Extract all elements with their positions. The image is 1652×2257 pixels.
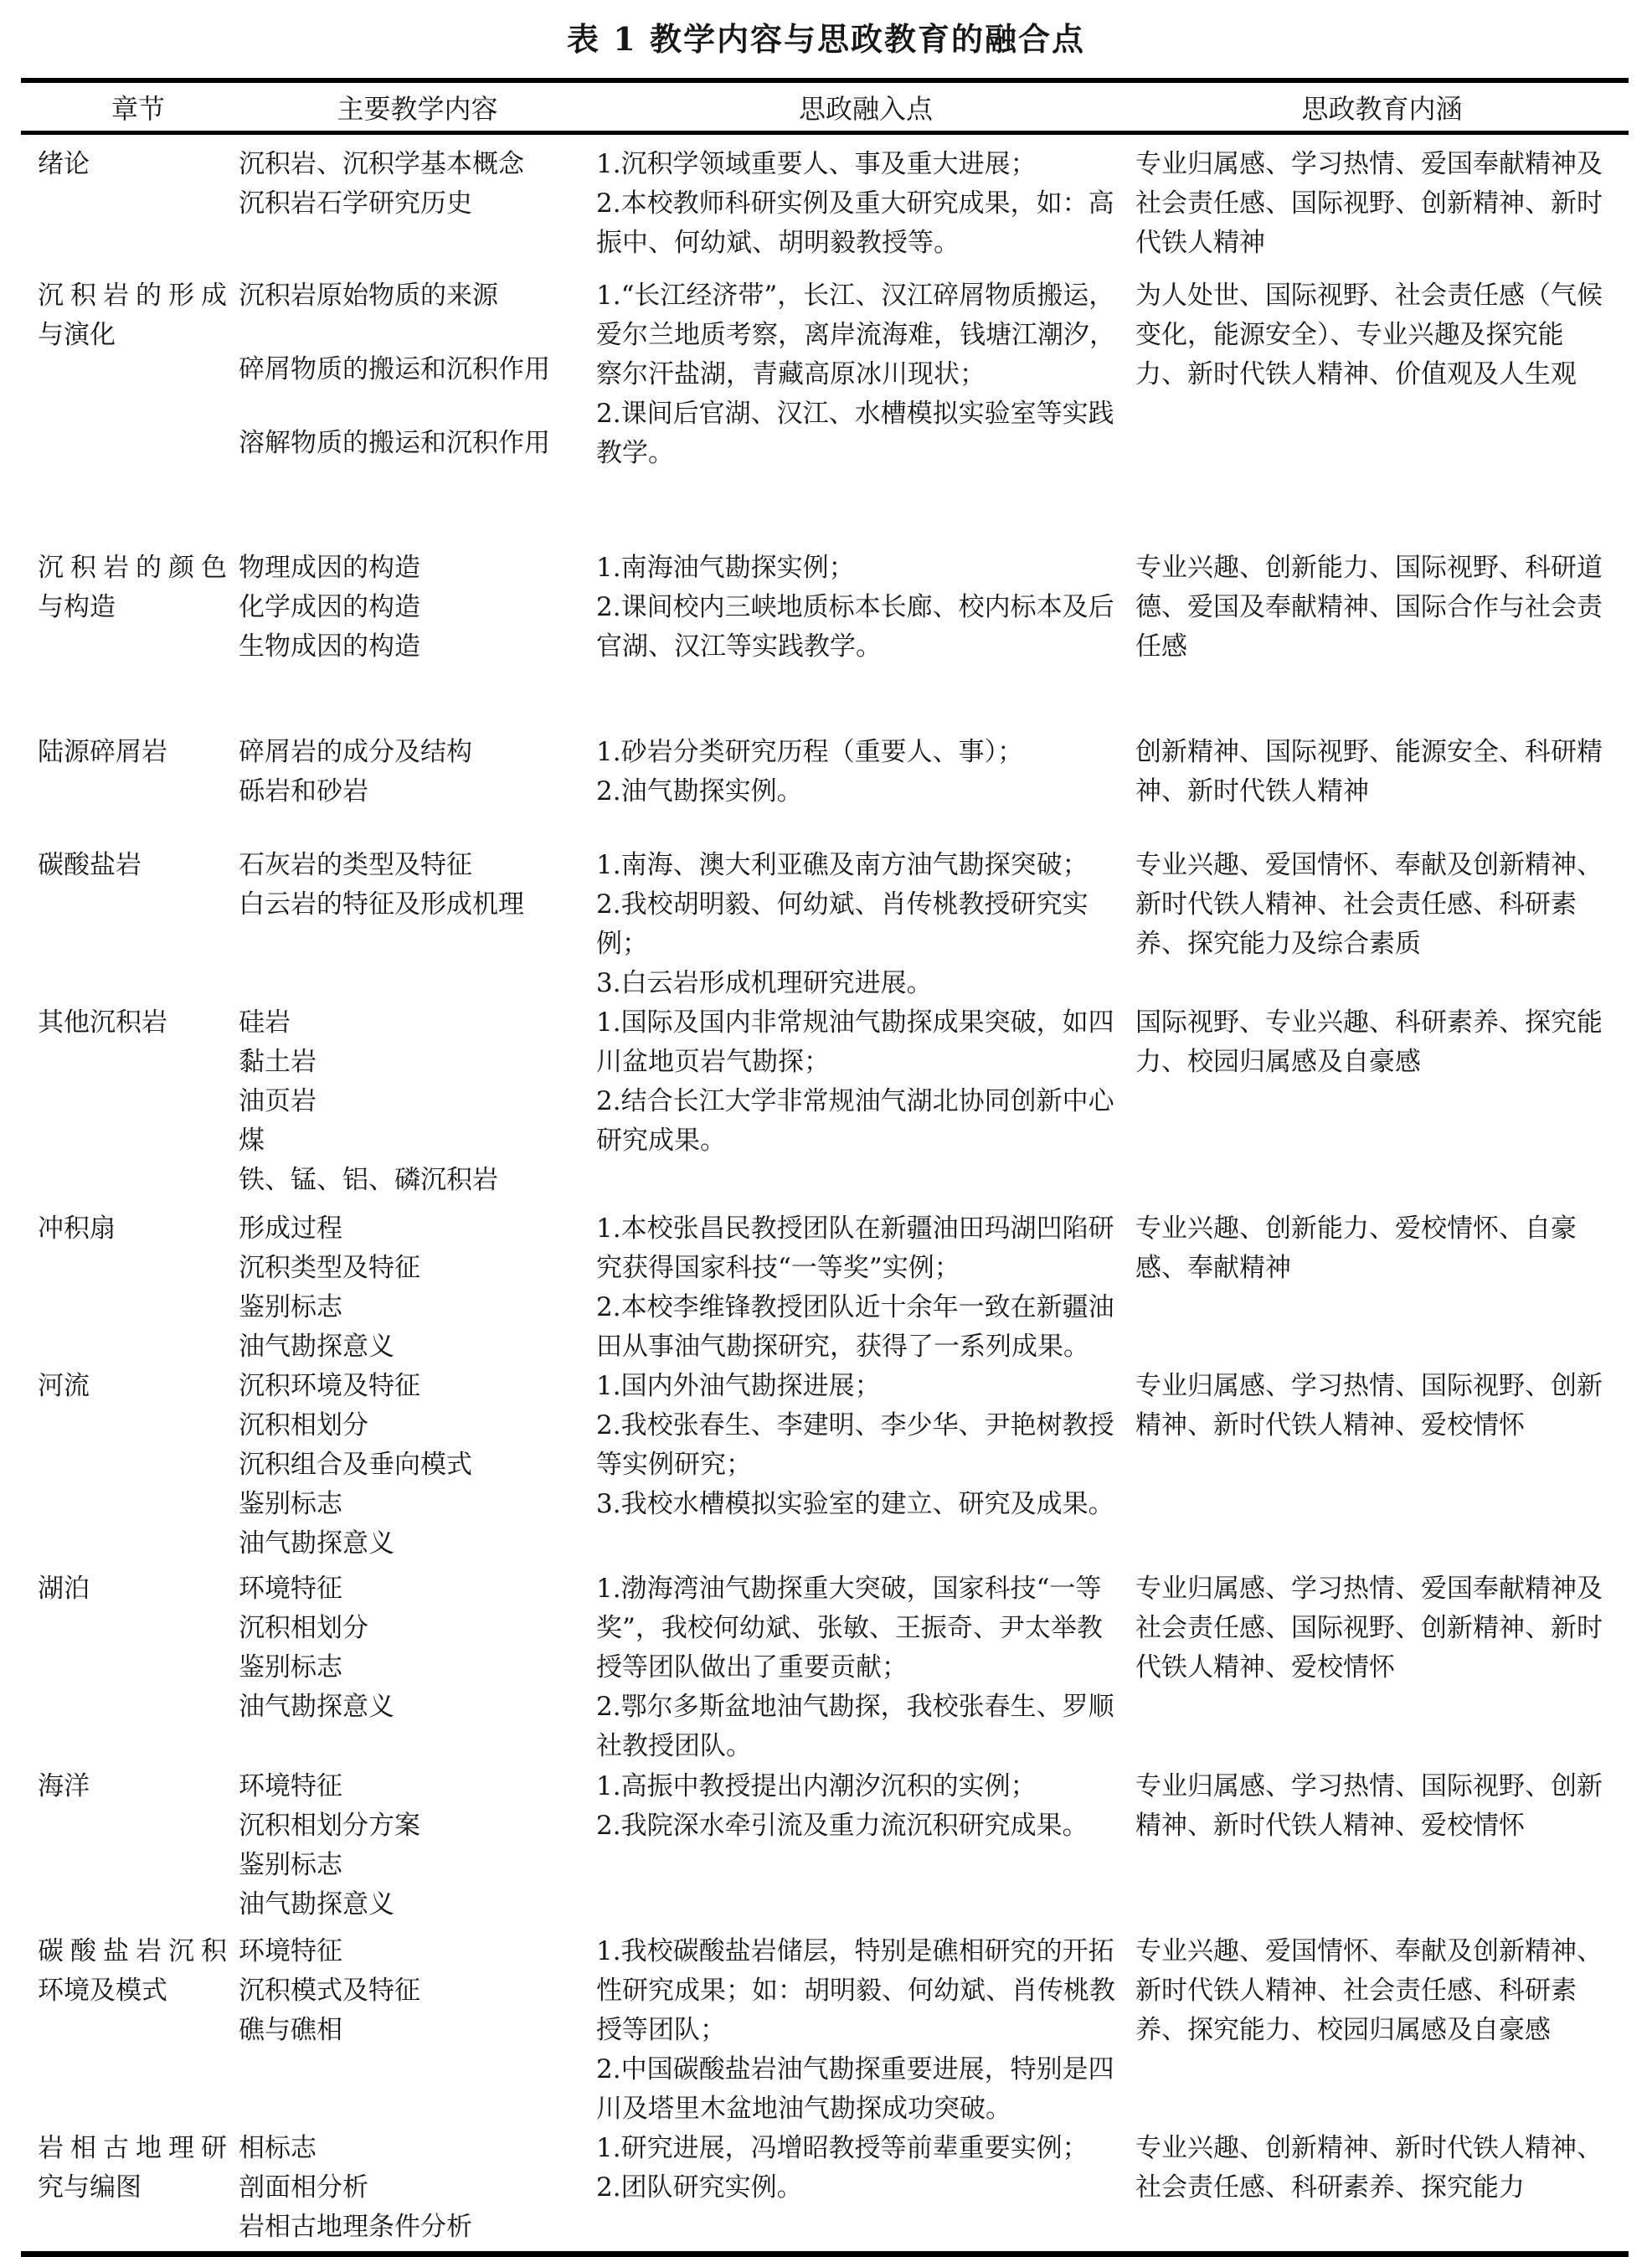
teaching-content-cell: [239, 1569, 596, 1767]
connotation-cell: [1135, 1003, 1629, 1209]
text-line: 专业兴趣、爱国情怀、奉献及创新精神、新时代铁人精神、社会责任感、科研素养、探究能力、校园归属感及自豪感: [1135, 1936, 1603, 2045]
table-row: [21, 846, 1629, 1003]
text-line: 1.国内外油气勘探进展；: [596, 1371, 881, 1401]
chapter-cell: [38, 1932, 239, 2129]
text-line: 2.我校张春生、李建明、李少华、尹艳树教授等实例研究；: [596, 1410, 1114, 1480]
text-line: 2.我院深水牵引流及重力流沉积研究成果。: [596, 1811, 1088, 1841]
text-line: 1.我校碳酸盐岩储层，特别是礁相研究的开拓性研究成果；如：胡明毅、何幼斌、肖传桃教授等团队；: [596, 1936, 1115, 2045]
column-header-integration-points: 思政融入点: [798, 92, 933, 125]
table-row: [21, 145, 1629, 276]
connotation-cell: [1135, 276, 1629, 549]
text-line: 2.本校教师科研实例及重大研究成果，如：高振中、何幼斌、胡明毅教授等。: [596, 188, 1114, 258]
text-line: 1.“长江经济带”，长江、汉江碎屑物质搬运，爱尔兰地质考察，离岸流海难，钱塘江潮汐，察尔汗盐湖，青藏高原冰川现状；: [596, 281, 1115, 389]
text-line: 创新精神、国际视野、能源安全、科研精神、新时代铁人精神: [1135, 737, 1603, 806]
column-header-chapter: 章节: [111, 92, 165, 125]
text-line: 沉积相划分: [239, 1613, 368, 1643]
text-line: 环境特征: [239, 1771, 342, 1801]
text-line: 环境特征: [239, 1574, 342, 1604]
chapter-cell: [38, 1209, 239, 1367]
text-line: 3.我校水槽模拟实验室的建立、研究及成果。: [596, 1489, 1114, 1519]
integration-points-cell: [596, 1209, 1135, 1367]
text-line: 沉积岩的形成: [38, 281, 227, 311]
text-line: 砾岩和砂岩: [239, 776, 368, 806]
text-line: 油气勘探意义: [239, 1528, 394, 1559]
text-line: 1.研究进展，冯增昭教授等前辈重要实例；: [596, 2133, 1088, 2163]
teaching-content-cell: [239, 2129, 596, 2248]
text-line: 专业兴趣、创新能力、爱校情怀、自豪感、奉献精神: [1135, 1214, 1577, 1283]
text-line: 碳酸盐岩: [38, 850, 142, 880]
text-line: 油气勘探意义: [239, 1889, 394, 1919]
text-line: 硅岩: [239, 1007, 291, 1038]
text-line: 2.课间后官湖、汉江、水槽模拟实验室等实践教学。: [596, 399, 1114, 468]
teaching-content-cell: [239, 549, 596, 733]
text-line: 碳酸盐岩沉积: [38, 1936, 227, 1966]
text-line: 其他沉积岩: [38, 1007, 167, 1038]
text-line: 湖泊: [38, 1574, 90, 1604]
column-header-teaching-content: 主要教学内容: [337, 92, 498, 125]
text-line: 沉积岩、沉积学基本概念: [239, 149, 524, 179]
table-title: 表 1 教学内容与思政教育的融合点: [567, 20, 1085, 58]
chapter-cell: [38, 733, 239, 846]
connotation-cell: [1135, 733, 1629, 846]
teaching-content-cell: [239, 1367, 596, 1569]
connotation-cell: [1135, 1932, 1629, 2129]
chapter-cell: [38, 1569, 239, 1767]
teaching-content-cell: [239, 276, 596, 549]
teaching-content-cell: [239, 733, 596, 846]
table-row: [21, 276, 1629, 549]
text-line: 鉴别标志: [239, 1489, 342, 1519]
text-line: 沉积岩的颜色: [38, 553, 227, 583]
table-row: [21, 2129, 1629, 2248]
table-row: [21, 1767, 1629, 1932]
connotation-cell: [1135, 1209, 1629, 1367]
text-line: 溶解物质的搬运和沉积作用: [239, 428, 550, 458]
text-line: 沉积岩石学研究历史: [239, 188, 472, 219]
text-line: 岩相古地理研: [38, 2133, 227, 2163]
text-line: 鉴别标志: [239, 1652, 342, 1682]
text-line: 沉积相划分方案: [239, 1811, 420, 1841]
connotation-cell: [1135, 1767, 1629, 1932]
integration-points-cell: [596, 733, 1135, 846]
text-line: 沉积相划分: [239, 1410, 368, 1440]
text-line: 碎屑岩的成分及结构: [239, 737, 472, 767]
table-row: [21, 549, 1629, 733]
integration-points-cell: [596, 145, 1135, 276]
text-line: 1.本校张昌民教授团队在新疆油田玛湖凹陷研究获得国家科技“一等奖”实例；: [596, 1214, 1114, 1283]
chapter-cell: [38, 846, 239, 1003]
text-line: 碎屑物质的搬运和沉积作用: [239, 354, 550, 384]
text-line: 2.中国碳酸盐岩油气勘探重要进展，特别是四川及塔里木盆地油气勘探成功突破。: [596, 2054, 1114, 2124]
connotation-cell: [1135, 549, 1629, 733]
table-row: [21, 733, 1629, 846]
text-line: 沉积岩原始物质的来源: [239, 281, 498, 311]
text-line: 相标志: [239, 2133, 317, 2163]
text-line: 海洋: [38, 1771, 90, 1801]
text-line: 专业兴趣、爱国情怀、奉献及创新精神、新时代铁人精神、社会责任感、科研素养、探究能力及综合素质: [1135, 850, 1603, 959]
chapter-cell: [38, 1003, 239, 1209]
teaching-content-cell: [239, 1932, 596, 2129]
table-row: [21, 1932, 1629, 2129]
text-line: 冲积扇: [38, 1214, 116, 1244]
text-line: 礁与礁相: [239, 2015, 342, 2045]
text-line: 形成过程: [239, 1214, 342, 1244]
text-line: 2.结合长江大学非常规油气湖北协同创新中心研究成果。: [596, 1086, 1114, 1156]
text-line: 1.沉积学领域重要人、事及重大进展；: [596, 149, 1037, 179]
text-line: 国际视野、专业兴趣、科研素养、探究能力、校园归属感及自豪感: [1135, 1007, 1603, 1077]
text-line: 油气勘探意义: [239, 1332, 394, 1362]
chapter-cell: [38, 1367, 239, 1569]
teaching-content-cell: [239, 1003, 596, 1209]
connotation-cell: [1135, 145, 1629, 276]
text-line: 鉴别标志: [239, 1850, 342, 1880]
teaching-content-cell: [239, 846, 596, 1003]
text-line: 铁、锰、铝、磷沉积岩: [239, 1165, 498, 1195]
table-row: [21, 1209, 1629, 1367]
connotation-cell: [1135, 846, 1629, 1003]
text-line: 专业兴趣、创新能力、国际视野、科研道德、爱国及奉献精神、国际合作与社会责任感: [1135, 553, 1603, 662]
text-line: 岩相古地理条件分析: [239, 2212, 472, 2242]
connotation-cell: [1135, 1367, 1629, 1569]
teaching-content-cell: [239, 145, 596, 276]
text-line: 专业归属感、学习热情、爱国奉献精神及社会责任感、国际视野、创新精神、新时代铁人精神、爱校情怀: [1135, 1574, 1603, 1682]
text-line: 化学成因的构造: [239, 592, 420, 622]
integration-points-cell: [596, 846, 1135, 1003]
text-line: 环境及模式: [38, 1976, 167, 2006]
text-line: 剖面相分析: [239, 2172, 368, 2203]
chapter-cell: [38, 276, 239, 549]
text-line: 鉴别标志: [239, 1292, 342, 1322]
integration-points-cell: [596, 2129, 1135, 2248]
column-header-education-connotation: 思政教育内涵: [1301, 92, 1463, 125]
integration-points-cell: [596, 1569, 1135, 1767]
text-line: 专业归属感、学习热情、爱国奉献精神及社会责任感、国际视野、创新精神、新时代铁人精神: [1135, 149, 1603, 258]
text-line: 专业归属感、学习热情、国际视野、创新精神、新时代铁人精神、爱校情怀: [1135, 1371, 1603, 1440]
text-line: 1.高振中教授提出内潮汐沉积的实例；: [596, 1771, 1037, 1801]
text-line: 2.团队研究实例。: [596, 2172, 803, 2203]
text-line: 沉积类型及特征: [239, 1253, 420, 1283]
text-line: 为人处世、国际视野、社会责任感（气候变化，能源安全）、专业兴趣及探究能力、新时代铁人精神、价值观及人生观: [1135, 281, 1603, 389]
text-line: 绪论: [38, 149, 90, 179]
text-line: 2.本校李维锋教授团队近十余年一致在新疆油田从事油气勘探研究，获得了一系列成果。: [596, 1292, 1114, 1362]
text-line: 沉积组合及垂向模式: [239, 1450, 472, 1480]
text-line: 生物成因的构造: [239, 631, 420, 662]
table-row: [21, 1003, 1629, 1209]
text-line: 油页岩: [239, 1086, 317, 1116]
text-line: 石灰岩的类型及特征: [239, 850, 472, 880]
integration-points-cell: [596, 1003, 1135, 1209]
text-line: 2.课间校内三峡地质标本长廊、校内标本及后官湖、汉江等实践教学。: [596, 592, 1114, 662]
table-header-row: [21, 83, 1629, 135]
integration-points-cell: [596, 276, 1135, 549]
text-line: 专业兴趣、创新精神、新时代铁人精神、社会责任感、科研素养、探究能力: [1135, 2133, 1603, 2203]
text-line: 河流: [38, 1371, 90, 1401]
text-line: 1.渤海湾油气勘探重大突破，国家科技“一等奖”，我校何幼斌、张敏、王振奇、尹太举教授等团队做出了重要贡献；: [596, 1574, 1103, 1682]
text-line: 1.国际及国内非常规油气勘探成果突破，如四川盆地页岩气勘探；: [596, 1007, 1114, 1077]
text-line: 2.鄂尔多斯盆地油气勘探，我校张春生、罗顺社教授团队。: [596, 1692, 1114, 1761]
text-line: 煤: [239, 1126, 265, 1156]
chapter-cell: [38, 1767, 239, 1932]
text-line: 陆源碎屑岩: [38, 737, 167, 767]
chapter-cell: [38, 549, 239, 733]
teaching-content-cell: [239, 1767, 596, 1932]
text-line: 物理成因的构造: [239, 553, 420, 583]
integration-points-cell: [596, 1767, 1135, 1932]
table-row: [21, 1569, 1629, 1767]
text-line: 1.砂岩分类研究历程（重要人、事）；: [596, 737, 1024, 767]
table-row: [21, 1367, 1629, 1569]
text-line: 究与编图: [38, 2172, 142, 2203]
curriculum-table: [21, 78, 1629, 2257]
chapter-cell: [38, 145, 239, 276]
text-line: 沉积模式及特征: [239, 1976, 420, 2006]
text-line: 专业归属感、学习热情、国际视野、创新精神、新时代铁人精神、爱校情怀: [1135, 1771, 1603, 1841]
text-line: 1.南海、澳大利亚礁及南方油气勘探突破；: [596, 850, 1088, 880]
text-line: 环境特征: [239, 1936, 342, 1966]
integration-points-cell: [596, 1932, 1135, 2129]
text-line: 油气勘探意义: [239, 1692, 394, 1722]
teaching-content-cell: [239, 1209, 596, 1367]
text-line: 2.我校胡明毅、何幼斌、肖传桃教授研究实例；: [596, 889, 1088, 959]
chapter-cell: [38, 2129, 239, 2248]
connotation-cell: [1135, 1569, 1629, 1767]
integration-points-cell: [596, 1367, 1135, 1569]
text-line: 与构造: [38, 592, 116, 622]
table-body: [21, 135, 1629, 2251]
text-line: 2.油气勘探实例。: [596, 776, 803, 806]
text-line: 1.南海油气勘探实例；: [596, 553, 855, 583]
connotation-cell: [1135, 2129, 1629, 2248]
text-line: 与演化: [38, 320, 116, 350]
text-line: 白云岩的特征及形成机理: [239, 889, 524, 920]
text-line: 沉积环境及特征: [239, 1371, 420, 1401]
integration-points-cell: [596, 549, 1135, 733]
text-line: 黏土岩: [239, 1047, 317, 1077]
text-line: 3.白云岩形成机理研究进展。: [596, 968, 933, 998]
